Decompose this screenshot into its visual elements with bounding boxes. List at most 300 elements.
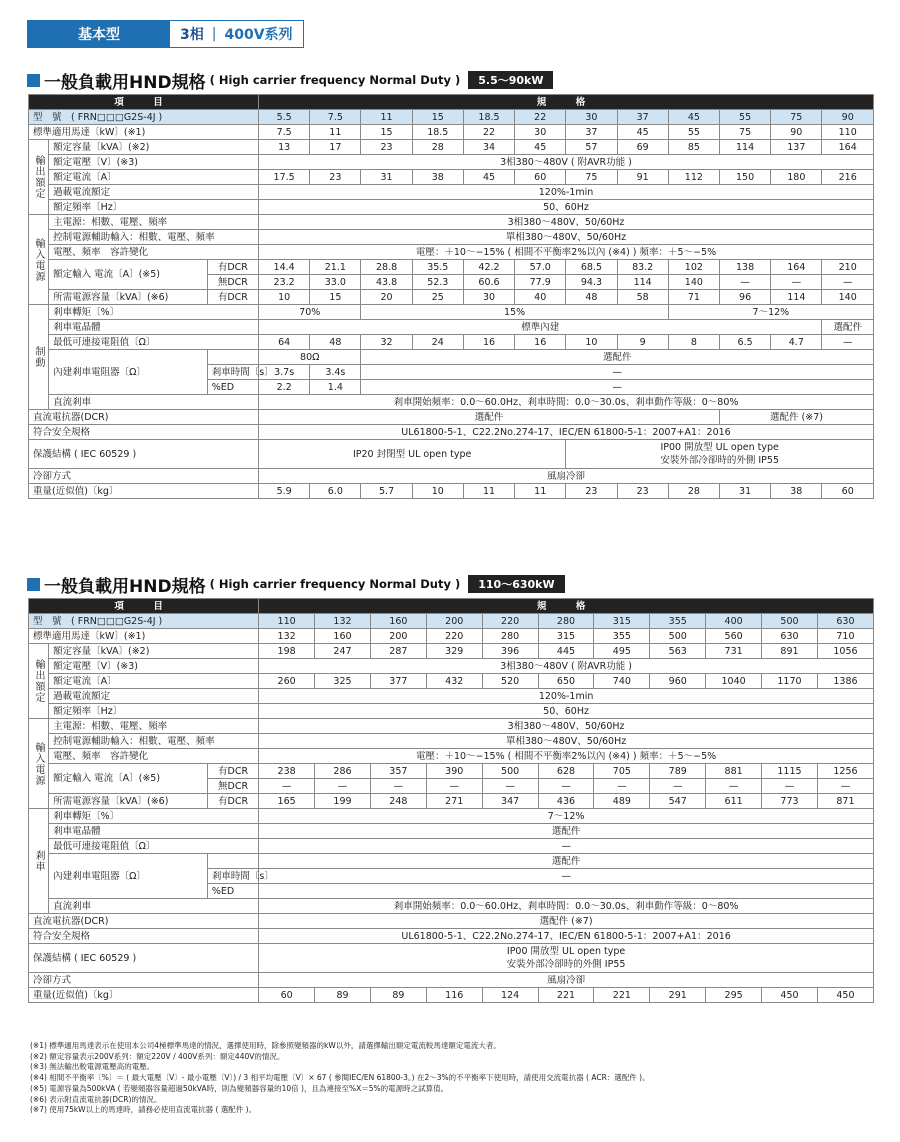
table-row [29,440,874,469]
value-cell: 75 [771,110,822,125]
value-cell: 740 [594,674,650,689]
value-cell: 120%-1min [259,185,874,200]
value-cell: — [426,779,482,794]
sub-label: 剎車時間〔s〕 [207,869,258,884]
group-label: 輸入電源 [29,719,49,809]
value-cell: 238 [259,764,315,779]
table-row [29,395,874,410]
header-series: 400V系列 [224,27,293,43]
value-cell: 160 [370,614,426,629]
value-cell: 16 [463,335,514,350]
row-label: 過載電流額定 [49,689,259,704]
value-cell: 77.9 [515,275,566,290]
table-row [29,659,874,674]
value-cell: 90 [771,125,822,140]
prot-line: 安裝外部冷卻時的外側 IP55 [660,455,779,466]
value-cell: 357 [370,764,426,779]
row-label: 額定電流〔A〕 [49,674,259,689]
table-row [29,599,874,614]
value-cell: 705 [594,764,650,779]
value-cell: 選配件 (※7) [719,410,873,425]
value-cell: 13 [259,140,310,155]
value-cell: 3相380～480V、50/60Hz [259,719,874,734]
value-cell: 140 [822,290,874,305]
table-row [29,290,874,305]
table-row [29,320,874,335]
value-cell: 789 [650,764,706,779]
row-label: 額定容量〔kVA〕(※2) [49,644,259,659]
value-cell: 31 [719,484,770,499]
value-cell: 38 [771,484,822,499]
value-cell: 電壓：＋10～−15% ( 相間不平衡率2%以內 (※4) ) 頻率：＋5～−5% [259,245,874,260]
value-cell: 50、60Hz [259,704,874,719]
value-cell: 180 [771,170,822,185]
value-cell: 選配件 (※7) [259,914,874,929]
value-cell: 28 [412,140,463,155]
value-cell: — [594,779,650,794]
table-row [29,200,874,215]
row-label: 過載電流額定 [49,185,259,200]
group-label: 輸出額定 [29,644,49,719]
row-label: 保護結構 ( IEC 60529 ) [29,440,259,469]
value-cell: 377 [370,674,426,689]
table-row [29,614,874,629]
value-cell: 150 [719,170,770,185]
value-cell: 325 [315,674,371,689]
value-cell: 11 [515,484,566,499]
row-label: 重量(近似值)〔kg〕 [29,988,259,1003]
value-cell: — [361,380,874,395]
value-cell: 18.5 [412,125,463,140]
value-cell: 風扇冷卻 [259,973,874,988]
row-label: 額定輸入 電流〔A〕(※5) [49,260,208,290]
row-label: 剎車轉矩〔%〕 [49,305,259,320]
value-cell: 7～12% [259,809,874,824]
table-row [29,110,874,125]
value-cell: 83.2 [617,260,668,275]
footnote: (※6) 表示附直流電抗器(DCR)的情況。 [30,1094,162,1104]
value-cell: — [370,779,426,794]
range-tag: 5.5～90kW [468,71,553,89]
row-label: 所需電源容量〔kVA〕(※6) [49,290,208,305]
value-cell: 4.7 [771,335,822,350]
value-cell: 132 [315,614,371,629]
table-row [29,245,874,260]
sub-label: 有DCR [207,794,258,809]
value-cell: 37 [617,110,668,125]
value-cell: 114 [617,275,668,290]
value-cell: 30 [463,290,514,305]
value-cell: 90 [822,110,874,125]
value-cell: 295 [706,988,762,1003]
value-cell: 94.3 [566,275,617,290]
row-label: 最低可連接電阻值〔Ω〕 [49,839,259,854]
value-cell: 14.4 [259,260,310,275]
table-row [29,973,874,988]
header-spec: 規 格 [259,599,874,614]
footnote: (※5) 電源容量為500kVA ( 若變頻器容量超過50kVA時，則為變頻器容量的10倍 )，且為連接至%X＝5%的電源時之試算值。 [30,1083,449,1093]
value-cell: 電壓：＋10～−15% ( 相間不平衡率2%以內 (※4) ) 頻率：＋5～−5% [259,749,874,764]
section-title-2: 一般負載用HND規格 ( High carrier frequency Normal Duty ) 110～630kW [27,574,565,594]
row-label: 剎車轉矩〔%〕 [49,809,259,824]
value-cell: 15 [310,290,361,305]
value-cell: 216 [822,170,874,185]
value-cell: 450 [762,988,818,1003]
value-cell: 500 [762,614,818,629]
value-cell: 7～12% [668,305,873,320]
empty-cell [207,350,258,365]
sub-label: %ED [207,380,258,395]
value-cell: 110 [822,125,874,140]
table-row [29,749,874,764]
value-cell: 22 [463,125,514,140]
row-label: 保護結構 ( IEC 60529 ) [29,944,259,973]
value-cell [259,944,874,973]
value-cell: 355 [594,629,650,644]
table-row [29,425,874,440]
value-cell: 495 [594,644,650,659]
value-cell: 5.7 [361,484,412,499]
value-cell: 5.5 [259,110,310,125]
value-cell: — [822,275,874,290]
value-cell: 6.5 [719,335,770,350]
row-label: 標準適用馬達〔kW〕(※1) [29,629,259,644]
value-cell: 1.4 [310,380,361,395]
table-row [29,824,874,839]
value-cell: 400 [706,614,762,629]
prot-line: IP00 開放型 UL open type [506,946,626,957]
value-cell: 432 [426,674,482,689]
value-cell: 271 [426,794,482,809]
value-cell: 611 [706,794,762,809]
value-cell: 55 [719,110,770,125]
value-cell: 9 [617,335,668,350]
value-cell: 520 [482,674,538,689]
value-cell: 25 [412,290,463,305]
table-row [29,170,874,185]
value-cell: — [315,779,371,794]
value-cell: 52.3 [412,275,463,290]
value-cell: 164 [771,260,822,275]
value-cell: 10 [566,335,617,350]
value-cell: 291 [650,988,706,1003]
value-cell: 風扇冷卻 [259,469,874,484]
table-row [29,674,874,689]
value-cell: 45 [463,170,514,185]
value-cell: 58 [617,290,668,305]
value-cell: 396 [482,644,538,659]
value-cell: 390 [426,764,482,779]
value-cell: 120%-1min [259,689,874,704]
value-cell: 23 [617,484,668,499]
table-row [29,230,874,245]
table-row [29,988,874,1003]
value-cell: 35.5 [412,260,463,275]
value-cell: 33.0 [310,275,361,290]
value-cell: 57.0 [515,260,566,275]
value-cell: 3相380～480V ( 附AVR功能 ) [259,155,874,170]
value-cell: 329 [426,644,482,659]
table-row [29,155,874,170]
value-cell: 96 [719,290,770,305]
spec-table-2 [28,598,874,1003]
value-cell: — [822,335,874,350]
sub-label: 無DCR [207,779,258,794]
value-cell: 22 [515,110,566,125]
table-row [29,215,874,230]
value-cell: 200 [426,614,482,629]
footnote: (※7) 使用75kW以上的馬達時，請務必使用直流電抗器 ( 選配件 )。 [30,1105,257,1115]
table-row [29,854,874,869]
value-cell: 630 [817,614,873,629]
value-cell: 42.2 [463,260,514,275]
row-label: 所需電源容量〔kVA〕(※6) [49,794,208,809]
value-cell: 164 [822,140,874,155]
value-cell: 200 [370,629,426,644]
sub-label: 剎車時間〔s〕 [207,365,258,380]
table-row [29,140,874,155]
value-cell: 45 [617,125,668,140]
value-cell: 40 [515,290,566,305]
value-cell: 1115 [762,764,818,779]
value-cell: 23 [361,140,412,155]
row-label: 符合安全規格 [29,425,259,440]
value-cell: 標準內建 [259,320,822,335]
value-cell: 1170 [762,674,818,689]
value-cell: 3相380～480V ( 附AVR功能 ) [259,659,874,674]
value-cell: 630 [762,629,818,644]
footnote: (※4) 相間不平衡率〔%〕＝ ( 最大電壓〔V〕- 最小電壓〔V〕) / 3 相平均電壓〔V〕× 67 ( 參閱IEC/EN 61800-3。) 在2～3%的不平衡率下使用時，請使用交流電抗器 ( ACR：選配件 )。 [30,1073,650,1083]
value-cell: 80Ω [259,350,361,365]
row-label: 直流電抗器(DCR) [29,914,259,929]
row-label: 額定電流〔A〕 [49,170,259,185]
value-cell: 69 [617,140,668,155]
value-cell: 110 [259,614,315,629]
value-cell: 單相380～480V、50/60Hz [259,734,874,749]
value-cell: 24 [412,335,463,350]
value-cell: 75 [566,170,617,185]
value-cell: 68.5 [566,260,617,275]
value-cell: 500 [482,764,538,779]
value-cell: 55 [668,125,719,140]
value-cell: 355 [650,614,706,629]
row-label: 主電源：相數、電壓、頻率 [49,215,259,230]
value-cell: 547 [650,794,706,809]
value-cell: 11 [361,110,412,125]
row-label: 直流電抗器(DCR) [29,410,259,425]
row-label: 直流剎車 [49,899,259,914]
value-cell: 60 [259,988,315,1003]
group-label: 輸出額定 [29,140,49,215]
section-title-1: 一般負載用HND規格 ( High carrier frequency Normal Duty ) 5.5～90kW [27,70,553,90]
value-cell: 單相380～480V、50/60Hz [259,230,874,245]
prot-line: IP00 開放型 UL open type [660,442,779,453]
table-row [29,809,874,824]
value-cell: 221 [594,988,650,1003]
value-cell: 57 [566,140,617,155]
row-label: 重量(近似值)〔kg〕 [29,484,259,499]
value-cell: — [762,779,818,794]
row-label: 控制電源輔助輸入：相數、電壓、頻率 [49,734,259,749]
value-cell: IP20 封閉型 UL open type [259,440,566,469]
value-cell: 132 [259,629,315,644]
table-row [29,469,874,484]
footnotes [30,1041,650,1116]
value-cell: — [259,839,874,854]
table-row [29,185,874,200]
value-cell: 248 [370,794,426,809]
header-series-box: 3相 | 400V系列 [170,21,303,47]
value-cell: 剎車開始頻率：0.0～60.0Hz、剎車時間：0.0～30.0s、剎車動作等級：0～80% [259,899,874,914]
value-cell: 75 [719,125,770,140]
value-cell: — [771,275,822,290]
sub-label: 有DCR [207,290,258,305]
value-cell: 11 [463,484,514,499]
table-row [29,689,874,704]
footnote: (※1) 標準適用馬達表示在使用本公司4極標準馬達的情況，選擇使用時，除參照變頻器的kW以外，請選擇輸出額定電流較馬達額定電流大者。 [30,1041,501,1050]
table-row [29,719,874,734]
value-cell: 50、60Hz [259,200,874,215]
value-cell: 17.5 [259,170,310,185]
value-cell: 16 [515,335,566,350]
group-label: 剎車 [29,809,49,914]
empty-cell [259,884,874,899]
value-cell: 628 [538,764,594,779]
value-cell: 7.5 [310,110,361,125]
row-label: 額定容量〔kVA〕(※2) [49,140,259,155]
value-cell: 30 [515,125,566,140]
value-cell: 選配件 [822,320,874,335]
value-cell: 260 [259,674,315,689]
value-cell: 5.9 [259,484,310,499]
value-cell: 220 [426,629,482,644]
value-cell: 48 [310,335,361,350]
value-cell: 71 [668,290,719,305]
value-cell: 450 [817,988,873,1003]
value-cell: 881 [706,764,762,779]
value-cell: 710 [817,629,873,644]
value-cell: 500 [650,629,706,644]
empty-cell [207,854,258,869]
value-cell: 23 [566,484,617,499]
row-label: 冷卻方式 [29,469,259,484]
row-label: 直流剎車 [49,395,259,410]
table-row [29,764,874,779]
table-row [29,734,874,749]
value-cell: — [259,779,315,794]
table-row [29,125,874,140]
value-cell: — [817,779,873,794]
value-cell: 960 [650,674,706,689]
table-row [29,914,874,929]
value-cell: UL61800-5-1、C22.2No.274-17、IEC/EN 61800-5-1：2007+A1：2016 [259,929,874,944]
value-cell: 64 [259,335,310,350]
footnote: (※3) 無法輸出較電源電壓高的電壓。 [30,1062,155,1072]
sub-label: %ED [207,884,258,899]
row-label: 型 號 ( FRN□□□G2S-4J ) [29,110,259,125]
row-label: 標準適用馬達〔kW〕(※1) [29,125,259,140]
value-cell: 436 [538,794,594,809]
row-label: 額定頻率〔Hz〕 [49,704,259,719]
value-cell: 220 [482,614,538,629]
group-label: 輸入電源 [29,215,49,305]
value-cell: 43.8 [361,275,412,290]
value-cell: 280 [482,629,538,644]
value-cell: 210 [822,260,874,275]
range-tag: 110～630kW [468,575,564,593]
value-cell [566,440,874,469]
row-label: 冷卻方式 [29,973,259,988]
value-cell: 160 [315,629,371,644]
value-cell: 445 [538,644,594,659]
table-row [29,839,874,854]
value-cell: 3.4s [310,365,361,380]
value-cell: — [706,779,762,794]
value-cell: — [361,365,874,380]
value-cell: 89 [315,988,371,1003]
value-cell: 199 [315,794,371,809]
row-label: 內建剎車電阻器〔Ω〕 [49,854,208,899]
value-cell: 37 [566,125,617,140]
value-cell: 38 [412,170,463,185]
value-cell: 114 [771,290,822,305]
header-badge [27,20,304,48]
row-label: 主電源：相數、電壓、頻率 [49,719,259,734]
value-cell: 221 [538,988,594,1003]
value-cell: 剎車開始頻率：0.0～60.0Hz、剎車時間：0.0～30.0s、剎車動作等級：0～80% [259,395,874,410]
value-cell: 347 [482,794,538,809]
value-cell: 560 [706,629,762,644]
value-cell: 112 [668,170,719,185]
value-cell: 34 [463,140,514,155]
value-cell: 286 [315,764,371,779]
value-cell: 15% [361,305,668,320]
prot-line: 安裝外部冷卻時的外側 IP55 [506,959,626,970]
sub-label: 無DCR [207,275,258,290]
value-cell: 102 [668,260,719,275]
value-cell: 45 [515,140,566,155]
table-row [29,929,874,944]
value-cell: 165 [259,794,315,809]
value-cell: 114 [719,140,770,155]
table-row [29,899,874,914]
value-cell: 731 [706,644,762,659]
value-cell: 60 [822,484,874,499]
square-bullet-icon [27,74,40,87]
value-cell: 137 [771,140,822,155]
spec-table-1 [28,94,874,499]
value-cell: 140 [668,275,719,290]
table-row [29,484,874,499]
row-label: 符合安全規格 [29,929,259,944]
value-cell: 31 [361,170,412,185]
table-row [29,305,874,320]
value-cell: 23 [310,170,361,185]
value-cell: 563 [650,644,706,659]
table-row [29,410,874,425]
value-cell: 28.8 [361,260,412,275]
value-cell: — [259,869,874,884]
value-cell: — [719,275,770,290]
value-cell: 1040 [706,674,762,689]
table-row [29,350,874,365]
value-cell: 3相380～480V、50/60Hz [259,215,874,230]
table-row [29,629,874,644]
value-cell: 91 [617,170,668,185]
value-cell: 2.2 [259,380,310,395]
value-cell: 198 [259,644,315,659]
row-label: 內建剎車電阻器〔Ω〕 [49,350,208,395]
